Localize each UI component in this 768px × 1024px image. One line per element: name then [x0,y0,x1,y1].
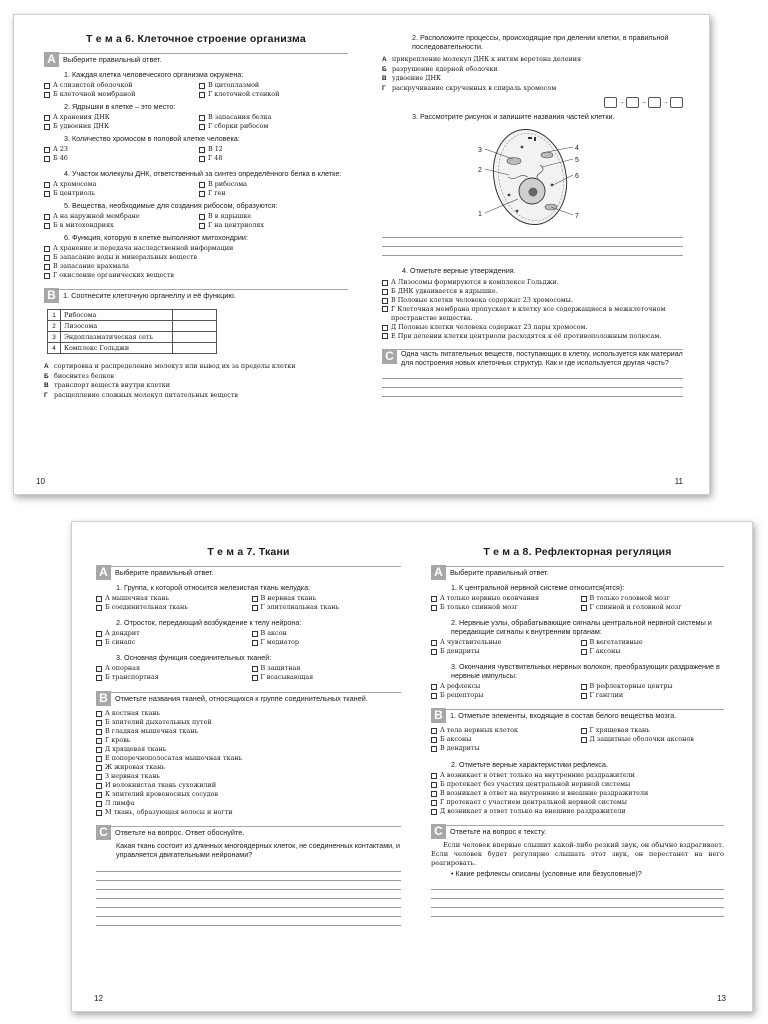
checkbox[interactable] [382,333,388,339]
spread-pages-10-11 [13,14,710,495]
answer-line[interactable] [382,238,683,247]
answer-option[interactable]: В нервная ткань [252,594,402,603]
answer-line[interactable] [382,247,683,256]
white-matter-options [431,726,724,753]
checkbox[interactable] [431,782,437,788]
question-text: 1. К центральной нервной системе относится(ятся): [451,583,625,592]
checkbox[interactable] [431,728,437,734]
cell-diagram [382,125,683,229]
checkbox[interactable] [96,801,102,807]
checkbox[interactable] [96,756,102,762]
page-11 [362,15,710,494]
answer-line[interactable] [96,881,401,890]
answer-option[interactable]: А чувствительные [431,638,575,647]
checkbox[interactable] [44,92,50,98]
section-instruction: Выберите правильный ответ. [446,566,724,579]
answer-option[interactable]: Б ДНК удваивается в ядрышке. [382,287,683,296]
answer-option[interactable]: А хранения ДНК [44,113,193,122]
checkbox[interactable] [44,255,50,261]
checkbox[interactable] [96,711,102,717]
section-a-header [96,565,401,580]
table-row: 4 Комплекс Гольджи [48,343,217,354]
answer-option[interactable]: Г окисление органических веществ [44,271,348,280]
diagram-label: 3 [478,147,482,155]
section-letter-b: B [96,691,111,706]
answer-option[interactable]: Б 46 [44,154,193,163]
answer-option[interactable]: Г эпителиальная ткань [252,603,402,612]
answer-line[interactable] [96,917,401,926]
question-text: 1. Каждая клетка человеческого организма окружена: [64,70,244,79]
animal-cell-illustration [382,125,682,229]
answer-option[interactable]: А тела нервных клеток [431,726,575,735]
diagram-label: 7 [575,213,579,221]
answer-option[interactable]: В запасания белка [199,113,348,122]
checkbox[interactable] [199,214,205,220]
question-text: 3. Рассмотрите рисунок и запишите названия частей клетки. [412,112,615,122]
section-letter-c: C [431,824,446,839]
answer-cell[interactable] [173,343,217,354]
diagram-label: 1 [478,211,482,219]
page-title: Т е м а 8. Рефлекторная регуляция [483,546,672,558]
diagram-label: 5 [575,157,579,165]
checkbox[interactable] [252,666,258,672]
checkbox[interactable] [199,182,205,188]
section-b-header [44,288,348,303]
checkbox[interactable] [96,747,102,753]
list-item: Г раскручивание скрученных в спираль хромосом [382,83,557,92]
section-c-header [96,825,401,840]
checkbox[interactable] [382,298,388,304]
checkbox[interactable] [581,640,587,646]
section-instruction: Ответьте на вопрос к тексту. [446,825,724,838]
answer-option[interactable]: В цитоплазмой [199,81,348,90]
answer-lines [431,881,724,917]
page-12 [72,522,413,1011]
question-5 [44,201,348,230]
page-number: 12 [94,994,103,1003]
checkbox[interactable] [252,675,258,681]
answer-option[interactable]: А на наружной мембране [44,212,193,221]
checkbox[interactable] [252,605,258,611]
reflex-options [431,771,724,816]
answer-option[interactable]: Е поперечнополосатая мышечная ткань [96,754,401,763]
section-letter-a: A [44,52,59,67]
answer-option[interactable]: В запасание крахмала [44,262,348,271]
answer-line[interactable] [382,229,683,238]
checkbox[interactable] [382,325,388,331]
answer-option[interactable]: Б соединительная ткань [96,603,246,612]
diagram-label: 2 [478,167,482,175]
answer-option[interactable]: Б протекает без участия центральной нервной системы [431,780,724,789]
checkbox[interactable] [581,684,587,690]
checkbox[interactable] [252,631,258,637]
section-letter-b: B [431,708,446,723]
checkbox[interactable] [199,124,205,130]
answer-option[interactable]: Д Половые клетки человека содержат 23 пары хромосом. [382,323,683,332]
answer-option[interactable]: В Половые клетки человека содержат 23 хромосомы. [382,296,683,305]
answer-option[interactable]: А мышечная ткань [96,594,246,603]
checkbox[interactable] [44,273,50,279]
checkbox[interactable] [431,737,437,743]
answer-option[interactable]: В аксон [252,629,402,638]
sequence-box[interactable] [670,97,683,108]
answer-option[interactable]: Б рецепторы [431,691,575,700]
answer-option[interactable]: В защитная [252,664,402,673]
question-1 [44,70,348,99]
answer-option[interactable]: Б транспортная [96,673,246,682]
checkbox[interactable] [431,605,437,611]
diagram-label: 6 [575,173,579,181]
answer-option[interactable]: Д возникает в ответ только на внешние раздражители [431,807,724,816]
answer-option[interactable]: А возникает в ответ только на внутренние раздражители [431,771,724,780]
question-text: 3. Окончания чувствительных нервных волокон, преобразующих раздражение в нервные импульсы: [451,662,720,680]
list-item: В транспорт веществ внутри клетки [44,381,171,390]
checkbox[interactable] [44,264,50,270]
checkbox[interactable] [581,605,587,611]
checkbox[interactable] [96,631,102,637]
section-b-header [96,691,401,706]
section-letter-b: B [44,288,59,303]
page-title: Т е м а 7. Ткани [207,546,290,558]
checkbox[interactable] [44,182,50,188]
question-text: 2. Отметьте верные характеристики рефлекса. [451,760,608,769]
answer-lines [382,229,683,256]
answer-lines [382,370,683,397]
answer-option[interactable]: Г кровь [96,736,401,745]
checkbox[interactable] [199,115,205,121]
checkbox[interactable] [96,792,102,798]
section-question: Какая ткань состоит из длинных многоядерных клеток, не соединенных контактами, и управляется двигательными нейронами? [116,842,400,859]
answer-option[interactable]: Б только спинной мозг [431,603,575,612]
answer-option[interactable]: В вегетативные [581,638,725,647]
checkbox[interactable] [252,640,258,646]
section-instruction: Выберите правильный ответ. [111,566,401,579]
page-13 [413,522,753,1011]
answer-option[interactable]: Ж жировая ткань [96,763,401,772]
section-instruction: Выберите правильный ответ. [59,53,348,66]
answer-option[interactable]: Г спинной и головной мозг [581,603,725,612]
checkbox[interactable] [581,596,587,602]
checkbox[interactable] [431,746,437,752]
question-text: 2. Нервные узлы, обрабатывающие сигналы центральной нервной системы и передающие сигналы к внутренним органам: [451,618,712,636]
sequence-box[interactable] [626,97,639,108]
checkbox[interactable] [96,765,102,771]
checkbox[interactable] [44,223,50,229]
answer-option[interactable]: А хромосома [44,180,193,189]
answer-line[interactable] [382,370,683,379]
sequence-answer-boxes [382,97,683,108]
section-a-header [431,565,724,580]
checkbox[interactable] [252,596,258,602]
list-item: А прикрепление молекул ДНК к нитям веретена деления [382,55,582,63]
answer-option[interactable]: Б синапс [96,638,246,647]
checkbox[interactable] [382,306,388,312]
table-row: 1 Рибосома [48,310,217,321]
question-text: 1. Группа, к которой относится железистая ткань желудка: [116,583,311,592]
page-number: 11 [674,477,683,486]
answer-option[interactable]: Г клеточной стенкой [199,90,348,99]
answer-option[interactable]: В 12 [199,145,348,154]
spread-pages-12-13 [71,521,753,1012]
question-2 [96,618,401,647]
section-c [382,349,683,368]
checkbox[interactable] [431,684,437,690]
answer-lines [96,863,401,926]
list-item: Г расщепление сложных молекул питательных веществ [44,390,239,399]
question-text: 4. Отметьте верные утверждения. [402,266,516,276]
statement-options [382,278,683,341]
section-a-header [44,52,348,67]
answer-option[interactable]: Г 48 [199,154,348,163]
answer-option[interactable]: Б клеточной мембраной [44,90,193,99]
section-c-header [431,824,724,839]
answer-option[interactable]: А 23 [44,145,193,154]
checkbox[interactable] [96,774,102,780]
question-2 [431,618,724,656]
answer-line[interactable] [96,899,401,908]
checkbox[interactable] [199,92,205,98]
checkbox[interactable] [96,640,102,646]
question-text: 3. Основная функция соединительных тканей: [116,653,272,662]
list-item: В удвоение ДНК [382,74,441,83]
table-row: 2 Лизосома [48,321,217,332]
answer-option[interactable]: З нервная ткань [96,772,401,781]
checkbox[interactable] [581,737,587,743]
section-instruction: 1. Соотнесите клеточную органеллу и её функцию. [59,289,348,302]
checkbox[interactable] [431,791,437,797]
answer-option[interactable]: В только головной мозг [581,594,725,603]
question-text: 2. Отросток, передающий возбуждение к телу нейрона: [116,618,302,627]
section-instruction: Ответьте на вопрос. Ответ обоснуйте. [111,826,401,839]
function-list [44,362,348,400]
section-instruction: 1. Отметьте элементы, входящие в состав белого вещества мозга. [446,709,724,722]
diagram-label: 4 [575,145,579,153]
arrow-right-icon: → [662,99,669,107]
checkbox[interactable] [382,289,388,295]
checkbox[interactable] [199,147,205,153]
checkbox[interactable] [382,280,388,286]
checkbox[interactable] [96,720,102,726]
section-letter-c: C [96,825,111,840]
answer-option[interactable]: Г аксоны [581,647,725,656]
question-text: 3. Количество хромосом в половой клетке человека: [64,134,240,143]
answer-option[interactable]: А Лизосомы формируются в комплексе Гольджи. [382,278,683,287]
question-3 [431,662,724,700]
answer-option[interactable]: В рибосома [199,180,348,189]
answer-line[interactable] [431,881,724,890]
checkbox[interactable] [581,693,587,699]
checkbox[interactable] [431,596,437,602]
answer-option[interactable]: Б эпителий дыхательных путей [96,718,401,727]
answer-option[interactable]: Г на центриолях [199,221,348,230]
sequence-box[interactable] [648,97,661,108]
answer-option[interactable]: В дендриты [431,744,575,753]
table-row: 3 Эндоплазматическая сеть [48,332,217,343]
answer-option[interactable]: А дендрит [96,629,246,638]
section-question: Одна часть питательных веществ, поступающих в клетку, используется как материал для построения новых клеточных структур. Как и где используется другая часть? [397,349,683,368]
checkbox[interactable] [96,596,102,602]
answer-option[interactable]: Д защитные оболочки аксонов [581,735,725,744]
answer-cell[interactable] [173,321,217,332]
answer-option[interactable]: Г ганглии [581,691,725,700]
question-text: 4. Участок молекулы ДНК, ответственный за синтез определённого белка в клетке: [64,169,342,178]
answer-option[interactable]: В в ядрышке [199,212,348,221]
answer-option[interactable]: Л лимфа [96,799,401,808]
answer-option[interactable]: А хранение и передача наследственной информации [44,244,348,253]
checkbox[interactable] [96,675,102,681]
arrow-right-icon: → [618,99,625,107]
question-4 [44,169,348,198]
answer-cell[interactable] [173,332,217,343]
answer-line[interactable] [96,908,401,917]
sequence-box[interactable] [604,97,617,108]
question-3 [96,653,401,682]
checkbox[interactable] [431,640,437,646]
checkbox[interactable] [199,156,205,162]
question-6 [44,233,348,280]
answer-option[interactable]: Г медиатор [252,638,402,647]
answer-line[interactable] [96,890,401,899]
page-number: 13 [717,994,726,1003]
answer-option[interactable]: Б запасание воды и минеральных веществ [44,253,348,262]
answer-option[interactable]: Б аксоны [431,735,575,744]
list-item: Б биосинтез белков [44,371,115,380]
section-instruction: Отметьте названия тканей, относящихся к группе соединительных тканей. [111,692,401,705]
question-3 [44,134,348,163]
page-title: Т е м а 6. Клеточное строение организма [86,33,306,45]
checkbox[interactable] [44,147,50,153]
checkbox[interactable] [44,124,50,130]
checkbox[interactable] [431,649,437,655]
answer-option[interactable]: В возникает в ответ на внутренние и внешние раздражители [431,789,724,798]
checkbox[interactable] [431,693,437,699]
answer-option[interactable]: Е При делении клетки центриоли расходятся к её противоположным полюсам. [382,332,683,341]
answer-option[interactable]: А рефлексы [431,682,575,691]
question-2 [44,102,348,131]
checkbox[interactable] [96,605,102,611]
question-1 [96,583,401,612]
checkbox[interactable] [199,223,205,229]
answer-option[interactable]: В рефлекторные центры [581,682,725,691]
bullet-question: • Какие рефлексы описаны (условные или безусловные)? [451,870,642,878]
process-list [382,55,683,93]
answer-option[interactable]: А опорная [96,664,246,673]
answer-option[interactable]: Б удвоения ДНК [44,122,193,131]
checkbox[interactable] [44,83,50,89]
answer-option[interactable]: А слизистой оболочкой [44,81,193,90]
section-letter-a: A [96,565,111,580]
checkbox[interactable] [581,728,587,734]
answer-line[interactable] [96,872,401,881]
checkbox[interactable] [44,156,50,162]
checkbox[interactable] [44,214,50,220]
checkbox[interactable] [581,649,587,655]
answer-option[interactable]: Г хрящевая ткань [581,726,725,735]
arrow-right-icon: → [640,99,647,107]
answer-cell[interactable] [173,310,217,321]
section-letter-c: C [382,349,397,364]
answer-line[interactable] [431,890,724,899]
list-item: Б разрушение ядерной оболочки [382,64,498,73]
question-text: 6. Функция, которую в клетке выполняют митохондрии: [64,233,248,242]
question-text: 5. Вещества, необходимые для создания рибосом, образуются: [64,201,278,210]
checkbox[interactable] [431,773,437,779]
checkbox[interactable] [199,191,205,197]
answer-line[interactable] [96,863,401,872]
answer-option[interactable]: Д хрящевая ткань [96,745,401,754]
answer-option[interactable]: Г протекает с участием центральной нервной системы [431,798,724,807]
list-item: А сортировка и распределение молекул или вывод их за пределы клетки [44,362,296,370]
checkbox[interactable] [96,783,102,789]
answer-option[interactable]: К эпителий кровеносных сосудов [96,790,401,799]
checkbox[interactable] [96,666,102,672]
answer-option[interactable]: Г сборки рибосом [199,122,348,131]
page-number: 10 [36,477,45,486]
answer-line[interactable] [382,388,683,397]
checkbox[interactable] [431,800,437,806]
answer-option[interactable]: В гладкая мышечная ткань [96,727,401,736]
answer-option[interactable]: Б дендриты [431,647,575,656]
checkbox[interactable] [96,810,102,816]
matching-table [47,309,217,354]
tissue-options [96,709,401,817]
checkbox[interactable] [44,246,50,252]
answer-option[interactable]: Б центриоль [44,189,193,198]
answer-option[interactable]: А костная ткань [96,709,401,718]
question-text: 2. Расположите процессы, происходящие при делении клетки, в правильной последовательности. [412,33,669,51]
page-10 [14,15,362,494]
question-text: 2. Ядрышки в клетке – это место: [64,102,176,111]
checkbox[interactable] [96,729,102,735]
reading-text: Если человек впервые слышит какой-либо резкий звук, он обычно вздрагивает. Если человек будет регулярно слышать этот звук, он перестанет на него реагировать. [431,841,724,867]
answer-line[interactable] [382,379,683,388]
section-b-header [431,708,724,723]
checkbox[interactable] [44,115,50,121]
answer-option[interactable]: И волокнистая ткань сухожилий [96,781,401,790]
answer-line[interactable] [431,899,724,908]
answer-option[interactable]: Г ген [199,189,348,198]
checkbox[interactable] [96,738,102,744]
checkbox[interactable] [44,191,50,197]
checkbox[interactable] [199,83,205,89]
answer-option[interactable]: М ткань, образующая волосы и ногти [96,808,401,817]
answer-option[interactable]: Г всасывающая [252,673,402,682]
question-1 [431,583,724,612]
section-letter-a: A [431,565,446,580]
answer-option[interactable]: Б в митохондриях [44,221,193,230]
answer-line[interactable] [431,908,724,917]
checkbox[interactable] [431,809,437,815]
answer-option[interactable]: А только нервные окончания [431,594,575,603]
answer-option[interactable]: Г Клеточная мембрана пропускает в клетку все содержащиеся в межклеточном пространстве вещества. [382,305,683,323]
